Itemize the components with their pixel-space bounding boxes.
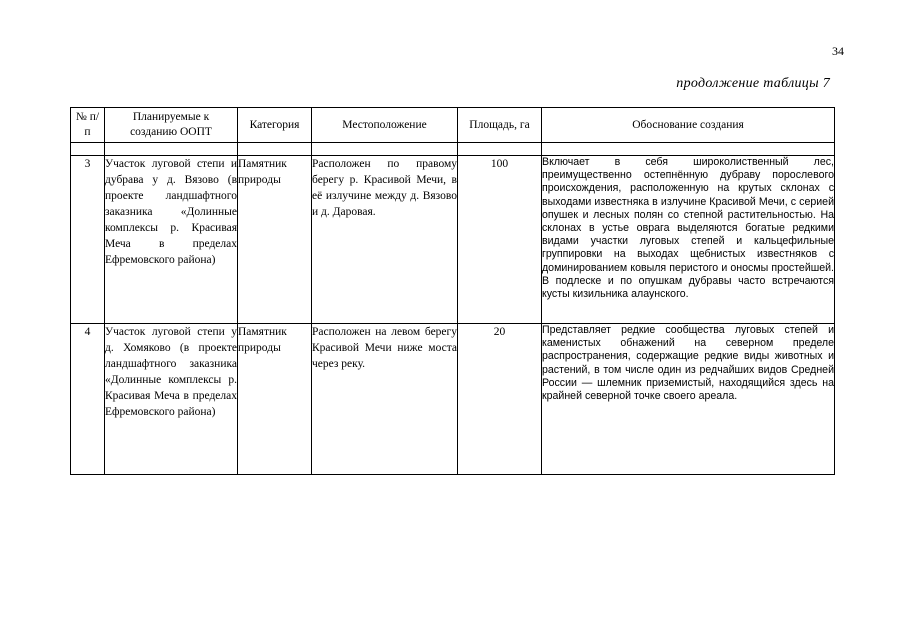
header-location: Местоположение — [312, 108, 458, 143]
page-number: 34 — [832, 44, 844, 58]
table-spacer-row — [71, 143, 835, 156]
cell-num: 3 — [71, 156, 105, 324]
cell-area: 100 — [458, 156, 542, 324]
table-row — [71, 156, 835, 324]
cell-num: 4 — [71, 324, 105, 475]
spacer-cell — [458, 143, 542, 156]
spacer-cell — [71, 143, 105, 156]
cell-location: Расположен на левом берегу Красивой Мечи ниже моста через реку. — [312, 324, 458, 475]
spacer-cell — [238, 143, 312, 156]
header-category: Категория — [238, 108, 312, 143]
header-justification: Обоснование создания — [542, 108, 835, 143]
table-continuation-caption: продолжение таблицы 7 — [676, 76, 830, 91]
spacer-cell — [542, 143, 835, 156]
spacer-cell — [312, 143, 458, 156]
cell-category: Памятник природы — [238, 324, 312, 475]
table-row — [71, 324, 835, 475]
spacer-cell — [105, 143, 238, 156]
header-area: Площадь, га — [458, 108, 542, 143]
cell-category: Памятник природы — [238, 156, 312, 324]
cell-justification: Включает в себя широколиственный лес, преимущественно остепнённую дубраву порослевого происхождения, расположенную на крутых склонах с выходами известняка в излучине Красивой Мечи, с серией опушек и лесных полян со степной растительностью. На склонах в устье оврага выделяются богатые редкими видами участки луговых степей и кальцефильные группировки на выходах щебнистых известняков с доминированием ковыля перистого и оносмы простейшей. В подлеске и по опушкам дубравы часто встречаются кусты кизильника алаунского. — [542, 156, 835, 324]
cell-area: 20 — [458, 324, 542, 475]
header-num: № п/п — [71, 108, 105, 143]
cell-name: Участок луговой степи и дубрава у д. Вязово (в проекте ландшафтного заказника «Долинные комплексы р. Красивая Меча в пределах Ефремовского района) — [105, 156, 238, 324]
protected-areas-table — [70, 107, 835, 475]
table-header-row — [71, 108, 835, 143]
cell-name: Участок луговой степи у д. Хомяково (в проекте ландшафтного заказника «Долинные комплексы р. Красивая Меча в пределах Ефремовского района) — [105, 324, 238, 475]
header-name: Планируемые к созданию ООПТ — [105, 108, 238, 143]
cell-location: Расположен по правому берегу р. Красивой Мечи, в её излучине между д. Вязово и д. Даровая. — [312, 156, 458, 324]
cell-justification: Представляет редкие сообщества луговых степей и каменистых обнажений на северном пределе распространения, содержащие редкие виды животных и растений, в том числе один из редчайших видов Средней России — шлемник приземистый, находящийся здесь на крайней северной точке своего ареала. — [542, 324, 835, 475]
